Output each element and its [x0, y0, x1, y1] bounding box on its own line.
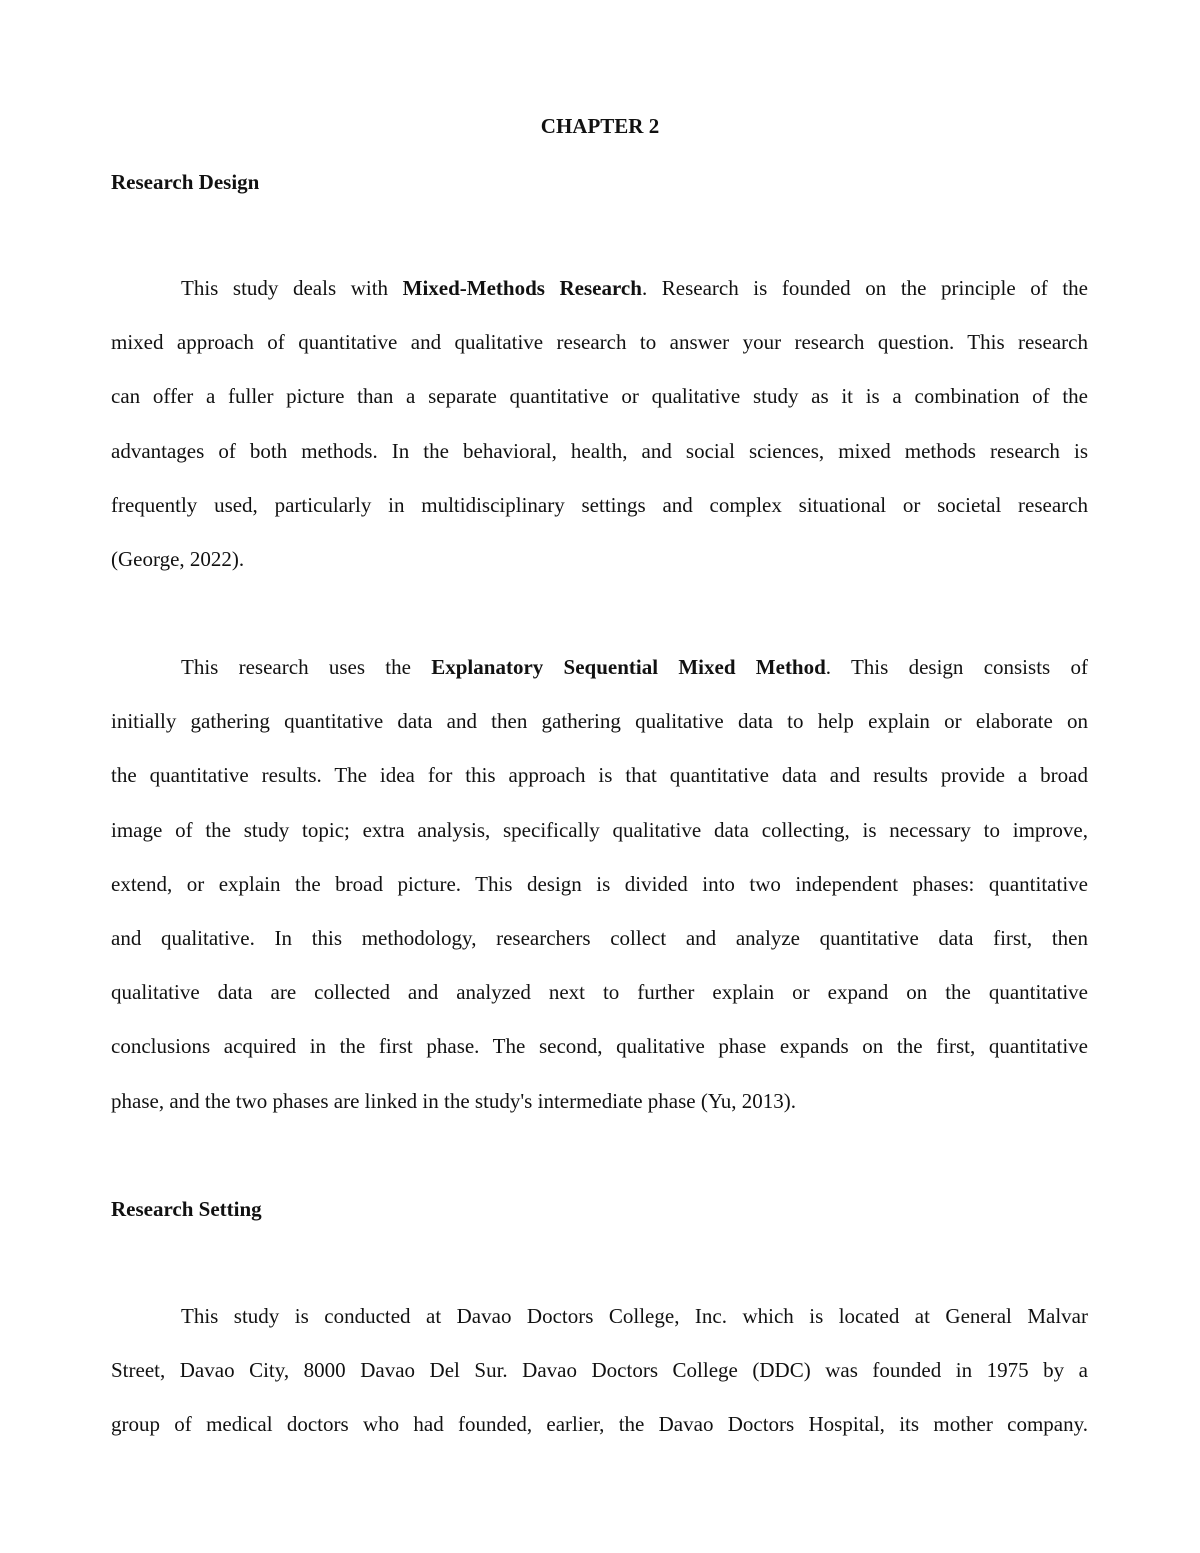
text-line: group of medical doctors who had founded, earlier, the Davao Doctors Hospital, its mother company. [111, 1412, 1088, 1437]
text-line: This study is conducted at Davao Doctors College, Inc. which is located at General Malvar [181, 1304, 1088, 1328]
text-line: image of the study topic; extra analysis, specifically qualitative data collecting, is necessary to improve, [111, 817, 1088, 842]
text-line: advantages of both methods. In the behavioral, health, and social sciences, mixed methods research is [111, 438, 1088, 463]
text-line [111, 261, 1088, 315]
text-line: and qualitative. In this methodology, researchers collect and analyze quantitative data first, then [111, 925, 1088, 950]
bold-term-explanatory-sequential: Explanatory Sequential Mixed Method [431, 655, 826, 679]
bold-term-mixed-methods: Mixed-Methods Research [402, 276, 642, 300]
text-line: frequently used, particularly in multidisciplinary settings and complex situational or societal research [111, 492, 1088, 517]
text-line: conclusions acquired in the first phase. The second, qualitative phase expands on the first, quantitative [111, 1034, 1088, 1059]
text-span: . This design consists of [825, 655, 1088, 679]
text-line: (George, 2022). [111, 546, 245, 571]
text-line: qualitative data are collected and analyzed next to further explain or expand on the quantitative [111, 980, 1088, 1005]
text-span: This research uses the [181, 655, 432, 679]
section-heading-research-setting: Research Setting [111, 1197, 262, 1221]
text-line: extend, or explain the broad picture. This design is divided into two independent phases: quantitative [111, 871, 1088, 896]
section-heading-research-design: Research Design [111, 170, 260, 194]
paragraph-explanatory-sequential [111, 640, 1088, 1128]
chapter-title: CHAPTER 2 [540, 114, 660, 138]
text-line: Street, Davao City, 8000 Davao Del Sur. Davao Doctors College (DDC) was founded in 1975 by a [111, 1358, 1088, 1383]
text-line [111, 640, 1088, 694]
paragraph-research-setting [111, 1289, 1088, 1452]
text-line: mixed approach of quantitative and qualitative research to answer your research question. This research [111, 330, 1088, 355]
text-line: phase, and the two phases are linked in the study's intermediate phase (Yu, 2013). [111, 1088, 796, 1113]
text-line: can offer a fuller picture than a separate quantitative or qualitative study as it is a combination of the [111, 384, 1088, 409]
text-line: the quantitative results. The idea for this approach is that quantitative data and results provide a broad [111, 763, 1088, 788]
paragraph-mixed-methods [111, 261, 1088, 586]
text-line: initially gathering quantitative data and then gathering qualitative data to help explain or elaborate on [111, 709, 1088, 734]
text-span: . Research is founded on the principle of the [641, 276, 1088, 300]
text-span: This study deals with [181, 276, 403, 300]
